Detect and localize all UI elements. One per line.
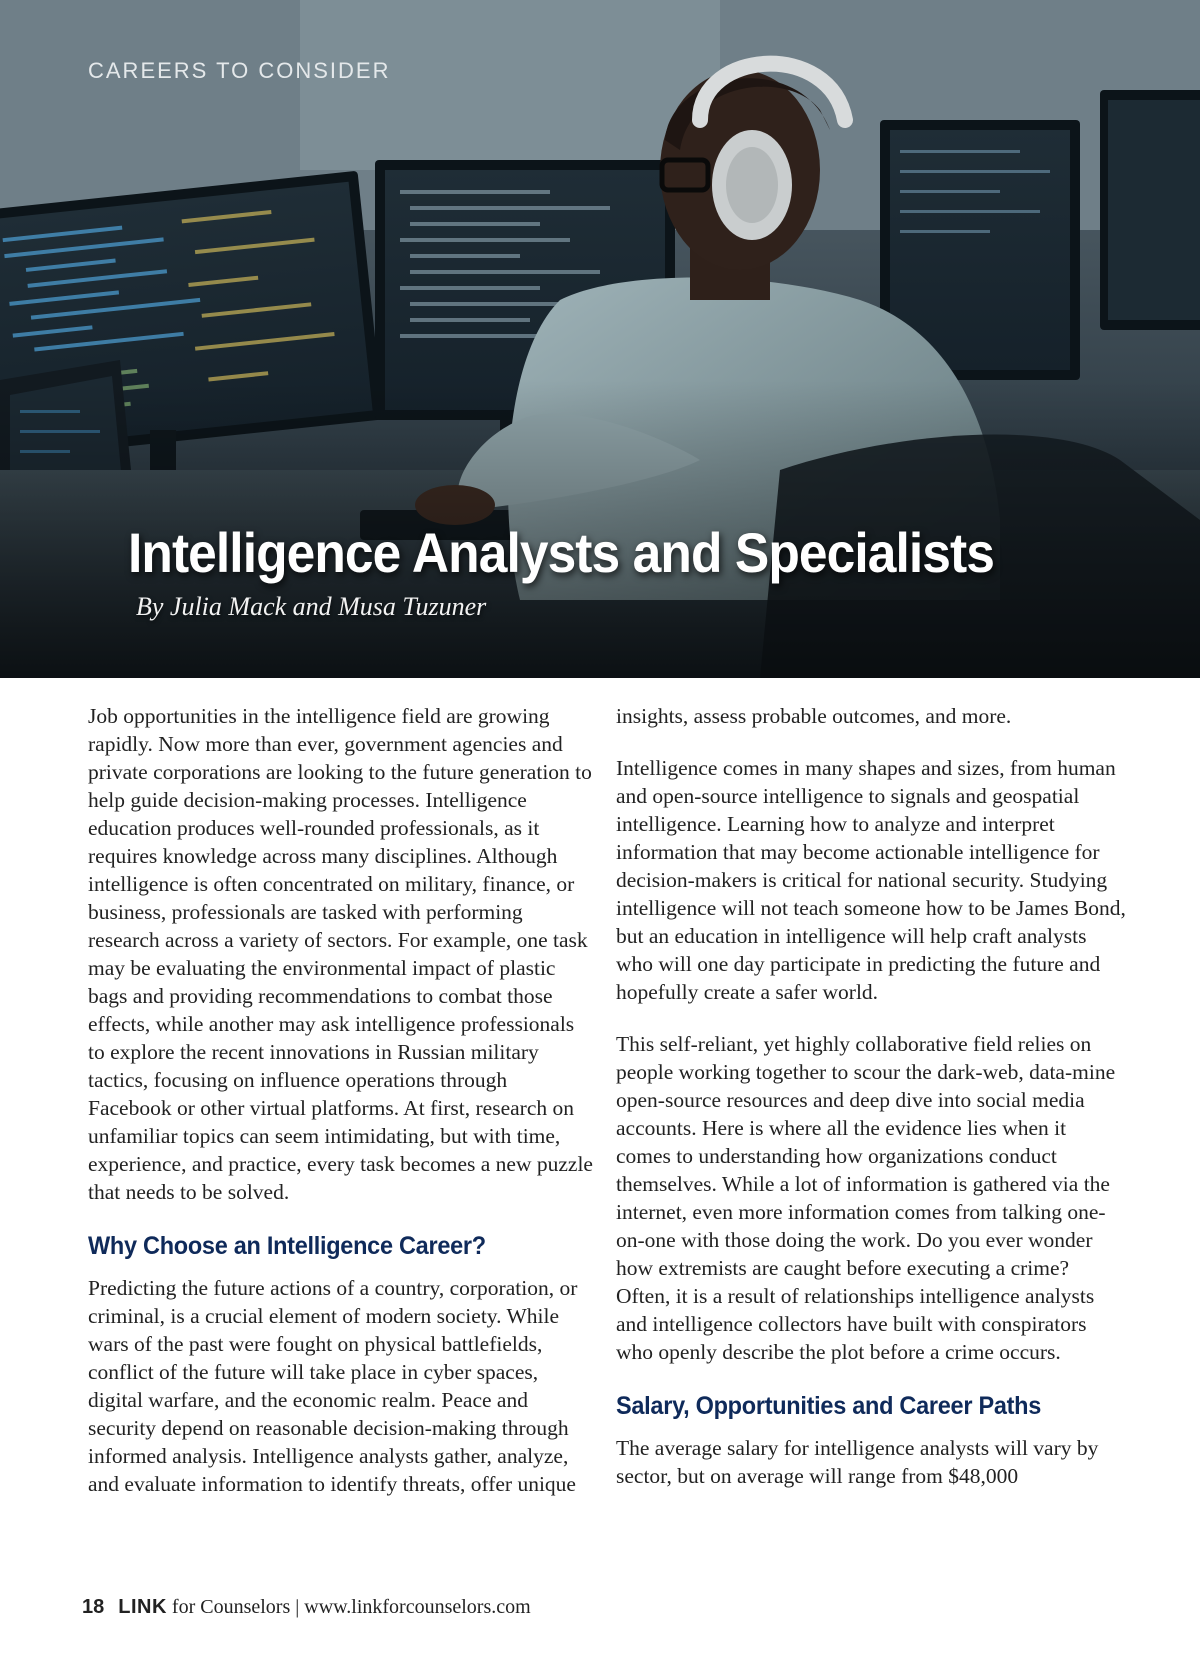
article-title: Intelligence Analysts and Specialists: [128, 521, 994, 584]
publication-info: for Counselors | www.linkforcounselors.com: [166, 1596, 531, 1618]
paragraph: The average salary for intelligence analysts will vary by sector, but on average will range from $48,000: [616, 1436, 1099, 1488]
section-heading-salary: Salary, Opportunities and Career Paths: [616, 1392, 1042, 1420]
section-label: CAREERS TO CONSIDER: [88, 58, 391, 83]
article-column-right: [616, 702, 1126, 1490]
paragraph: Predicting the future actions of a country, corporation, or criminal, is a crucial element of modern society. While wars of the past were fought on physical battlefields, conflict of the future will take place in cyber spaces, digital warfare, and the economic realm. Peace and security depend on reasonable decision-making through informed analysis. Intelligence analysts gather, analyze, and evaluate information to identify threats, offer unique: [88, 1276, 578, 1496]
paragraph: Job opportunities in the intelligence field are growing rapidly. Now more than ever, government agencies and private corporations are looking to the future generation to help guide decision-making processes. Intelligence education produces well-rounded professionals, as it requires knowledge across many disciplines. Although intelligence is often concentrated on military, finance, or business, professionals are tasked with performing research across a variety of sectors. For example, one task may be evaluating the environmental impact of plastic bags and providing recommendations to combat those effects, while another may ask intelligence professionals to explore the recent innovations in Russian military tactics, focusing on influence operations through Facebook or other virtual platforms. At first, research on unfamiliar topics can seem intimidating, but with time, experience, and practice, every task becomes a new puzzle that needs to be solved.: [88, 704, 593, 1204]
paragraph: This self-reliant, yet highly collaborative field relies on people working together to scour the dark-web, data-mine open-source resources and deep dive into social media accounts. Here is where all the evidence lies when it comes to understanding how organizations conduct themselves. While a lot of information is gathered via the internet, even more information comes from talking one-on-one with those doing the work. Do you ever wonder how extremists are caught before executing a crime? Often, it is a result of relationships intelligence analysts and intelligence collectors have built with conspirators who openly describe the plot before a crime occurs.: [616, 1032, 1116, 1364]
page-number: 18: [82, 1596, 105, 1618]
page-footer: [82, 1596, 531, 1619]
hero-banner: [0, 0, 1200, 678]
section-heading-why-choose: Why Choose an Intelligence Career?: [88, 1232, 486, 1260]
byline: By Julia Mack and Musa Tuzuner: [136, 592, 487, 621]
article-column-left: [88, 702, 596, 1498]
publication-brand: LINK: [118, 1596, 167, 1618]
paragraph: insights, assess probable outcomes, and more.: [616, 704, 1012, 728]
paragraph: Intelligence comes in many shapes and sizes, from human and open-source intelligence to signals and geospatial intelligence. Learning how to analyze and interpret information that may become actionable intelligence for decision-makers is critical for national security. Studying intelligence will not teach someone how to be James Bond, but an education in intelligence will help craft analysts who will one day participate in predicting the future and hopefully create a safer world.: [616, 756, 1126, 1004]
